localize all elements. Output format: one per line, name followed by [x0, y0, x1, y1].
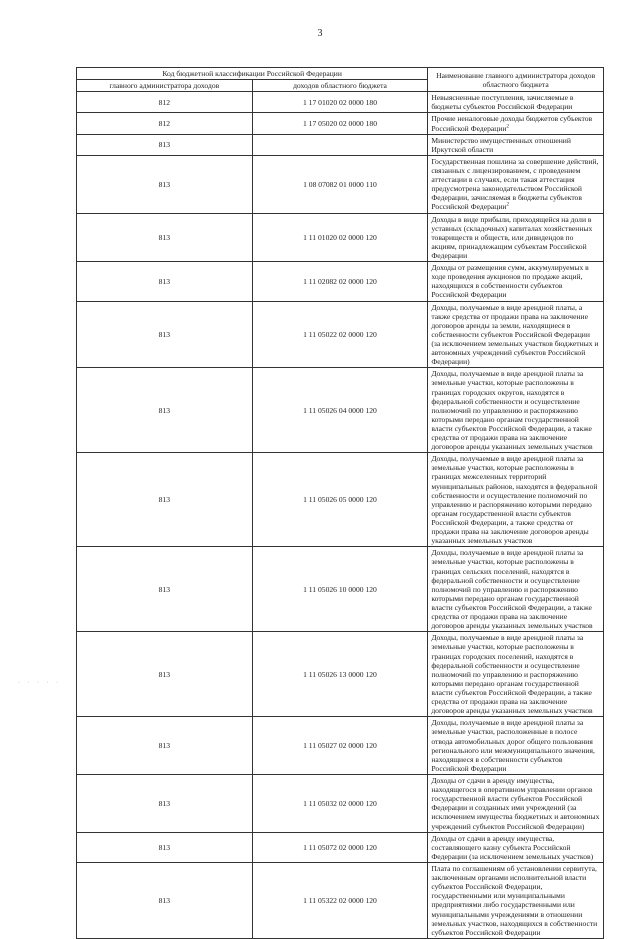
- table-row: [77, 301, 604, 368]
- name-text: Доходы от сдачи в аренду имущества, составляющего казну субъекта Российской Федерации (за исключением земельных участков): [431, 833, 594, 861]
- table-row: [77, 134, 604, 155]
- page-number: 3: [317, 28, 323, 39]
- income-code-cell: 1 17 01020 02 0000 180: [252, 92, 428, 113]
- income-code-cell: 1 11 05072 02 0000 120: [252, 832, 428, 862]
- administrator-name-cell: [428, 92, 604, 113]
- income-code-cell: 1 08 07082 01 0000 110: [252, 155, 428, 213]
- income-code-cell: 1 11 05026 10 0000 120: [252, 547, 428, 632]
- administrator-name-cell: [428, 453, 604, 547]
- income-code-header: доходов областного бюджета: [252, 80, 428, 92]
- table-row: [77, 717, 604, 775]
- income-code-cell: 1 11 02082 02 0000 120: [252, 262, 428, 301]
- table-row: [77, 774, 604, 832]
- table-body: [77, 92, 604, 939]
- admin-code-cell: 813: [77, 134, 253, 155]
- income-code-cell: 1 11 05026 05 0000 120: [252, 453, 428, 547]
- admin-code-cell: 813: [77, 301, 253, 368]
- name-text: Доходы, получаемые в виде арендной платы за земельные участки, которые расположены в границах сельских поселений, находятся в федеральной собственности и осуществление полномочий по управлению и распоряжению которыми передано органам государственной власти субъектов Российской Федерации, а также средства от продажи права на заключение договоров аренды указанных земельных участков: [431, 548, 593, 631]
- table-row: [77, 368, 604, 453]
- administrator-name-cell: [428, 262, 604, 301]
- table-header-row: [77, 68, 604, 80]
- admin-code-cell: 813: [77, 862, 253, 938]
- administrator-name-cell: [428, 832, 604, 862]
- admin-code-cell: 813: [77, 717, 253, 775]
- administrator-name-cell: [428, 547, 604, 632]
- administrator-name-cell: [428, 213, 604, 262]
- administrator-name-cell: [428, 862, 604, 938]
- admin-code-header: главного администратора доходов: [77, 80, 253, 92]
- budget-classification-code-header: Код бюджетной классификации Российской Федерации: [77, 68, 428, 80]
- administrator-name-cell: [428, 113, 604, 134]
- budget-classification-table: [76, 67, 604, 939]
- admin-code-cell: 813: [77, 832, 253, 862]
- table-row: [77, 632, 604, 717]
- admin-code-cell: 812: [77, 92, 253, 113]
- scan-artifact: · · · · ·: [18, 680, 61, 686]
- name-text: Государственная пошлина за совершение действий, связанных с лицензированием, с проведением аттестации в случаях, если такая аттестация предусмотрена законодательством Российской Федерации, зачисляемая в бюджеты субъектов Российской Федерации: [431, 156, 599, 212]
- table-row: [77, 113, 604, 134]
- admin-code-cell: 813: [77, 368, 253, 453]
- administrator-name-cell: [428, 632, 604, 717]
- administrator-name-cell: [428, 368, 604, 453]
- name-text: Доходы от размещения сумм, аккумулируемых в ходе проведения аукционов по продаже акций, находящихся в собственности субъектов Российской Федерации: [431, 263, 589, 300]
- name-text: Доходы от сдачи в аренду имущества, находящегося в оперативном управлении органов государственной власти субъектов Российской Федерации и созданных ими учреждений (за исключением имущества бюджетных и автономных учреждений субъектов Российской Федерации): [431, 775, 600, 831]
- table-row: [77, 213, 604, 262]
- admin-code-cell: 812: [77, 113, 253, 134]
- name-text: Доходы, получаемые в виде арендной платы за земельные участки, которые расположены в границах межселенных территорий муниципальных районов, находятся в федеральной собственности и осуществление полномочий по управлению и распоряжению которыми передано органам государственной власти субъектов Российской Федерации, а также средства от продажи права на заключение договоров аренды указанных земельных участков: [431, 454, 598, 546]
- table-row: [77, 832, 604, 862]
- name-text: Невыясненные поступления, зачисляемые в бюджеты субъектов Российской Федерации: [431, 93, 574, 112]
- name-text: Доходы в виде прибыли, приходящейся на доли в уставных (складочных) капиталах хозяйственных товариществ и обществ, или дивидендов по акциям, принадлежащим субъектам Российской Федерации: [431, 214, 593, 260]
- admin-code-cell: 813: [77, 155, 253, 213]
- name-text: Доходы, получаемые в виде арендной платы за земельные участки, расположенные в полосе отвода автомобильных дорог общего пользования регионального или межмуниципального значения, находящиеся в собственности субъектов Российской Федерации: [431, 718, 595, 773]
- table-row: [77, 155, 604, 213]
- footnote-marker: 2: [506, 124, 509, 130]
- income-code-cell: 1 11 01020 02 0000 120: [252, 213, 428, 262]
- income-code-cell: 1 11 05032 02 0000 120: [252, 774, 428, 832]
- income-code-cell: 1 17 05020 02 0000 180: [252, 113, 428, 134]
- admin-code-cell: 813: [77, 547, 253, 632]
- income-code-cell: 1 11 05026 13 0000 120: [252, 632, 428, 717]
- administrator-name-cell: [428, 774, 604, 832]
- administrator-name-cell: [428, 155, 604, 213]
- admin-code-cell: 813: [77, 632, 253, 717]
- income-code-cell: 1 11 05322 02 0000 120: [252, 862, 428, 938]
- table-row: [77, 862, 604, 938]
- income-code-cell: [252, 134, 428, 155]
- name-text: Доходы, получаемые в виде арендной платы за земельные участки, которые расположены в границах городских округов, находятся в федеральной собственности и осуществление полномочий по управлению и распоряжению которыми передано органам государственной власти субъектов Российской Федерации, а также средства от продажи права на заключение договоров аренды указанных земельных участков: [431, 369, 593, 452]
- admin-code-cell: 813: [77, 213, 253, 262]
- income-code-cell: 1 11 05027 02 0000 120: [252, 717, 428, 775]
- admin-code-cell: 813: [77, 453, 253, 547]
- name-text: Доходы, получаемые в виде арендной платы, а также средства от продажи права на заключение договоров аренды за земли, находящиеся в собственности субъектов Российской Федерации (за исключением земельных участков бюджетных и автономных учреждений субъектов Российской Федерации): [431, 302, 599, 367]
- footnote-marker: 2: [506, 202, 509, 208]
- name-text: Прочие неналоговые доходы бюджетов субъектов Российской Федерации: [431, 114, 593, 133]
- administrator-name-cell: [428, 717, 604, 775]
- admin-code-cell: 813: [77, 262, 253, 301]
- name-text: Плата по соглашениям об установлении сервитута, заключенным органами исполнительной власти субъектов Российской Федерации, государственными или муниципальными предприятиями либо государственными или муниципальными учреждениями в отношении земельных участков, находящихся в собственности субъектов Российской Федерации: [431, 863, 598, 937]
- name-text: Доходы, получаемые в виде арендной платы за земельные участки, которые расположены в границах городских поселений, находятся в федеральной собственности и осуществление полномочий по управлению и распоряжению которыми передано органам государственной власти субъектов Российской Федерации, а также средства от продажи права на заключение договоров аренды указанных земельных участков: [431, 633, 593, 716]
- table-row: [77, 262, 604, 301]
- name-text: Министерство имущественных отношений Иркутской области: [431, 135, 571, 154]
- administrator-name-header: Наименование главного администратора доходов областного бюджета: [428, 68, 604, 92]
- administrator-name-cell: [428, 134, 604, 155]
- admin-code-cell: 813: [77, 774, 253, 832]
- income-code-cell: 1 11 05022 02 0000 120: [252, 301, 428, 368]
- income-code-cell: 1 11 05026 04 0000 120: [252, 368, 428, 453]
- table-row: [77, 92, 604, 113]
- table-row: [77, 453, 604, 547]
- administrator-name-cell: [428, 301, 604, 368]
- table-row: [77, 547, 604, 632]
